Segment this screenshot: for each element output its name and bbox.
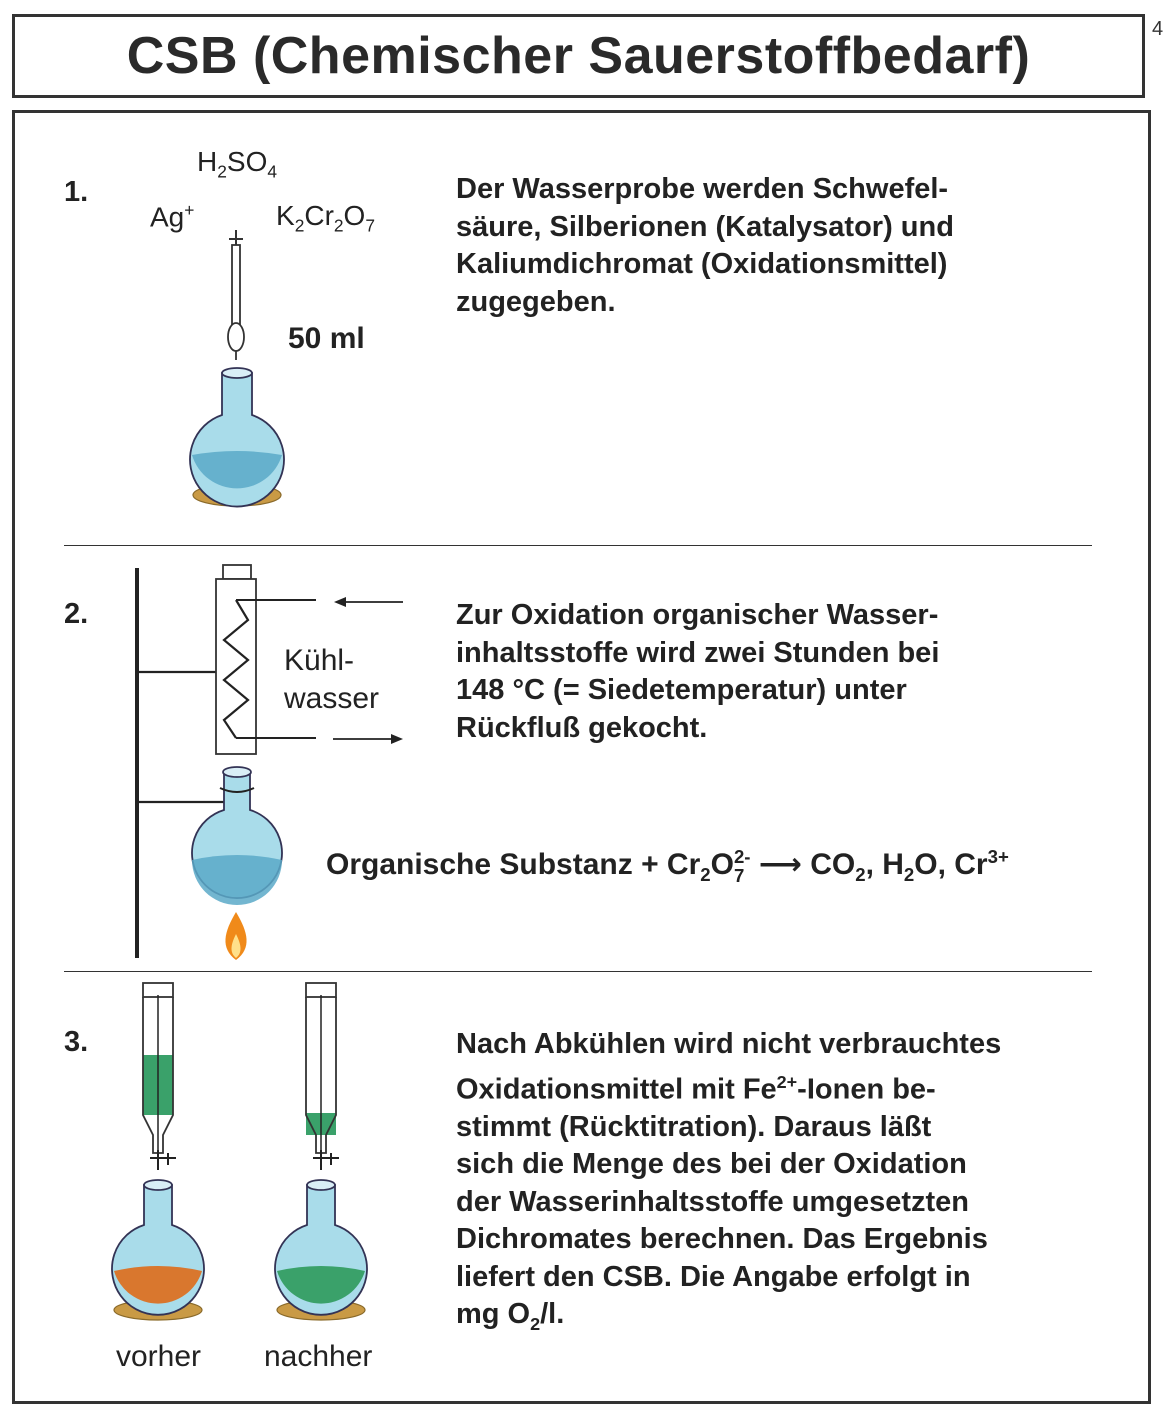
burette-before-icon bbox=[143, 983, 176, 1170]
titration-illustration bbox=[100, 975, 420, 1320]
coolant-label-line1: Kühl- bbox=[284, 644, 355, 677]
pipette-volume: 50 ml bbox=[288, 322, 365, 355]
coolant-label-line2: wasser bbox=[284, 682, 380, 715]
section-divider bbox=[64, 971, 1092, 972]
reagent-silver-ion: Ag+ bbox=[150, 200, 195, 233]
step3-description: Nach Abkühlen wird nicht verbrauchtes Oxidationsmittel mit $Fe^{2+}$-Ionen be- stimmt (Rücktitration). Daraus läßt sich die Menge des bei der Oxidation der Wasserinhaltsstoffe umgesetzten Dichromates berechnen. Das Ergebnis liefert den CSB. Die Angabe erfolgt in mg $O_2/l$. bbox=[456, 1028, 1002, 1334]
round-flask-icon bbox=[190, 368, 284, 507]
label-before: vorher bbox=[116, 1340, 202, 1373]
section-divider bbox=[64, 545, 1092, 546]
flame-icon bbox=[225, 912, 246, 960]
flask-after-icon bbox=[275, 1180, 367, 1320]
step2-description: Zur Oxidation organischer Wasser- inhaltsstoffe wird zwei Stunden bei 148 °C (= Siedetemperatur) unter Rückfluß gekocht. bbox=[456, 599, 940, 744]
step-number-3: 3. bbox=[64, 1026, 89, 1058]
reagent-h2so4: $H_2SO_4$ bbox=[197, 146, 278, 182]
pipette-icon bbox=[228, 230, 244, 360]
title-box bbox=[12, 14, 1145, 98]
boiling-flask-icon bbox=[192, 767, 282, 905]
label-after: nachher bbox=[264, 1340, 373, 1373]
reagent-potassium-dichromate: $K_2Cr_2O_7$ bbox=[276, 200, 375, 236]
page-title: CSB (Chemischer Sauerstoffbedarf) bbox=[126, 27, 1031, 85]
step-number-1: 1. bbox=[64, 176, 89, 208]
page-number: 4 bbox=[1152, 18, 1164, 40]
pipette-flask-illustration bbox=[180, 225, 300, 515]
reflux-apparatus-illustration bbox=[120, 560, 420, 970]
burette-after-icon bbox=[306, 983, 339, 1170]
reaction-equation: Organische Substanz + $Cr_2O$ 2- 7 ⟶ $CO_2$, $H_2O$, $Cr^{3+}$ bbox=[326, 845, 1009, 887]
step1-description: Der Wasserprobe werden Schwefel- säure, Silberionen (Katalysator) und Kaliumdichromat (Oxidationsmittel) zugegeben. bbox=[456, 173, 954, 318]
step-number-2: 2. bbox=[64, 598, 89, 630]
flask-before-icon bbox=[112, 1180, 204, 1320]
